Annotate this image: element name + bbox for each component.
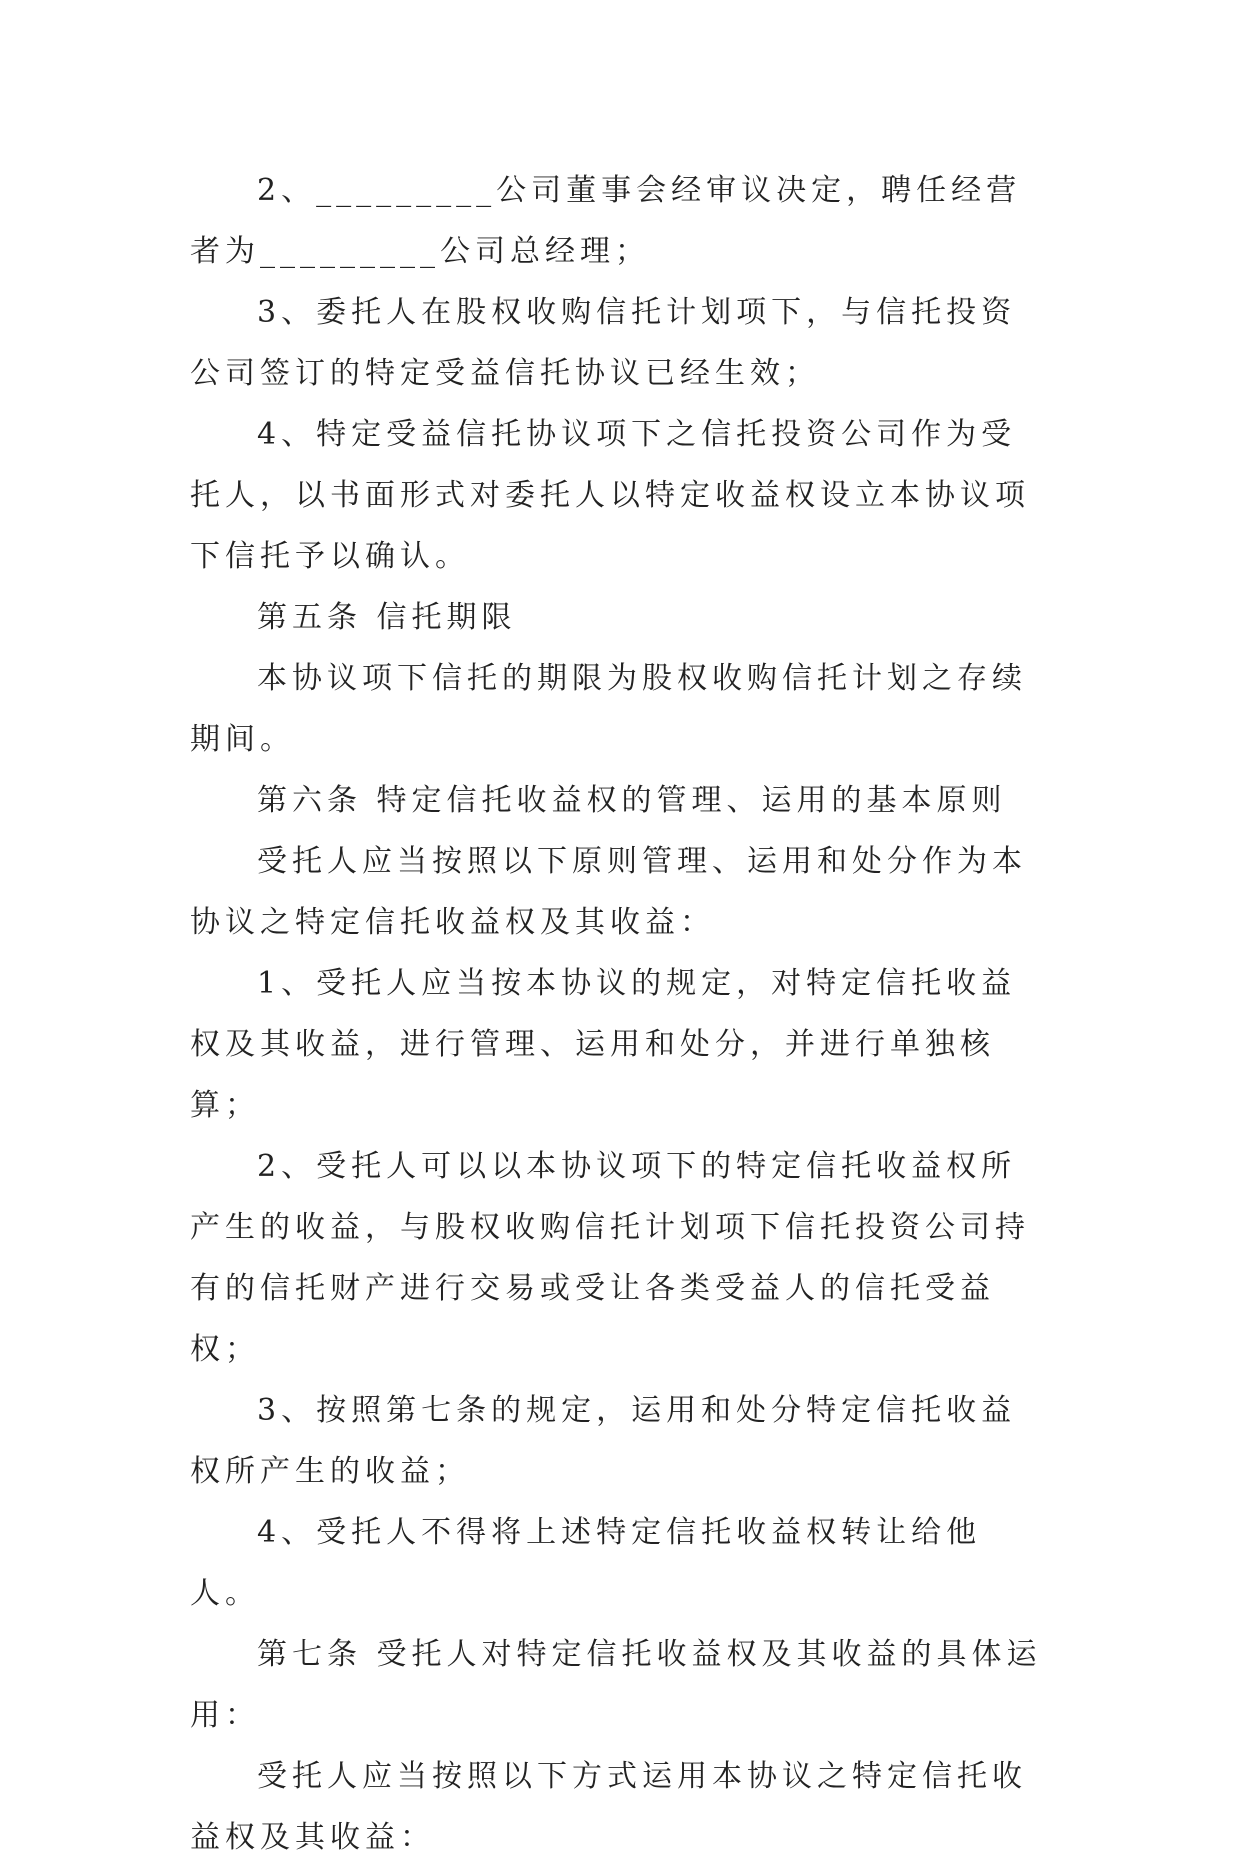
article-5-heading: 第五条 信托期限	[257, 600, 517, 635]
clause-item-4: 4、特定受益信托协议项下之信托投资公司作为受托人，以书面形式对委托人以特定收益权设立本协议项下信托予以确认。	[190, 417, 1030, 574]
article-6-item-1: 1、受托人应当按本协议的规定，对特定信托收益权及其收益，进行管理、运用和处分，并进行单独核算；	[190, 966, 1017, 1123]
article-6-item-3: 3、按照第七条的规定，运用和处分特定信托收益权所产生的收益；	[190, 1393, 1017, 1489]
clause-item-2: 2、_________公司董事会经审议决定，聘任经营者为_________公司总经理；	[190, 173, 1022, 269]
article-7-intro: 受托人应当按照以下方式运用本协议之特定信托收益权及其收益：	[190, 1759, 1027, 1855]
article-6-item-4: 4、受托人不得将上述特定信托收益权转让给他人。	[190, 1515, 982, 1611]
article-7-heading: 第七条 受托人对特定信托收益权及其收益的具体运用：	[190, 1637, 1042, 1733]
article-6-item-2: 2、受托人可以以本协议项下的特定信托收益权所产生的收益，与股权收购信托计划项下信托投资公司持有的信托财产进行交易或受让各类受益人的信托受益权；	[190, 1149, 1030, 1367]
document-body	[190, 160, 1050, 1868]
article-6-heading: 第六条 特定信托收益权的管理、运用的基本原则	[257, 783, 1007, 818]
article-5-body: 本协议项下信托的期限为股权收购信托计划之存续期间。	[190, 661, 1027, 757]
article-6-intro: 受托人应当按照以下原则管理、运用和处分作为本协议之特定信托收益权及其收益：	[190, 844, 1027, 940]
clause-item-3: 3、委托人在股权收购信托计划项下，与信托投资公司签订的特定受益信托协议已经生效；	[190, 295, 1017, 391]
